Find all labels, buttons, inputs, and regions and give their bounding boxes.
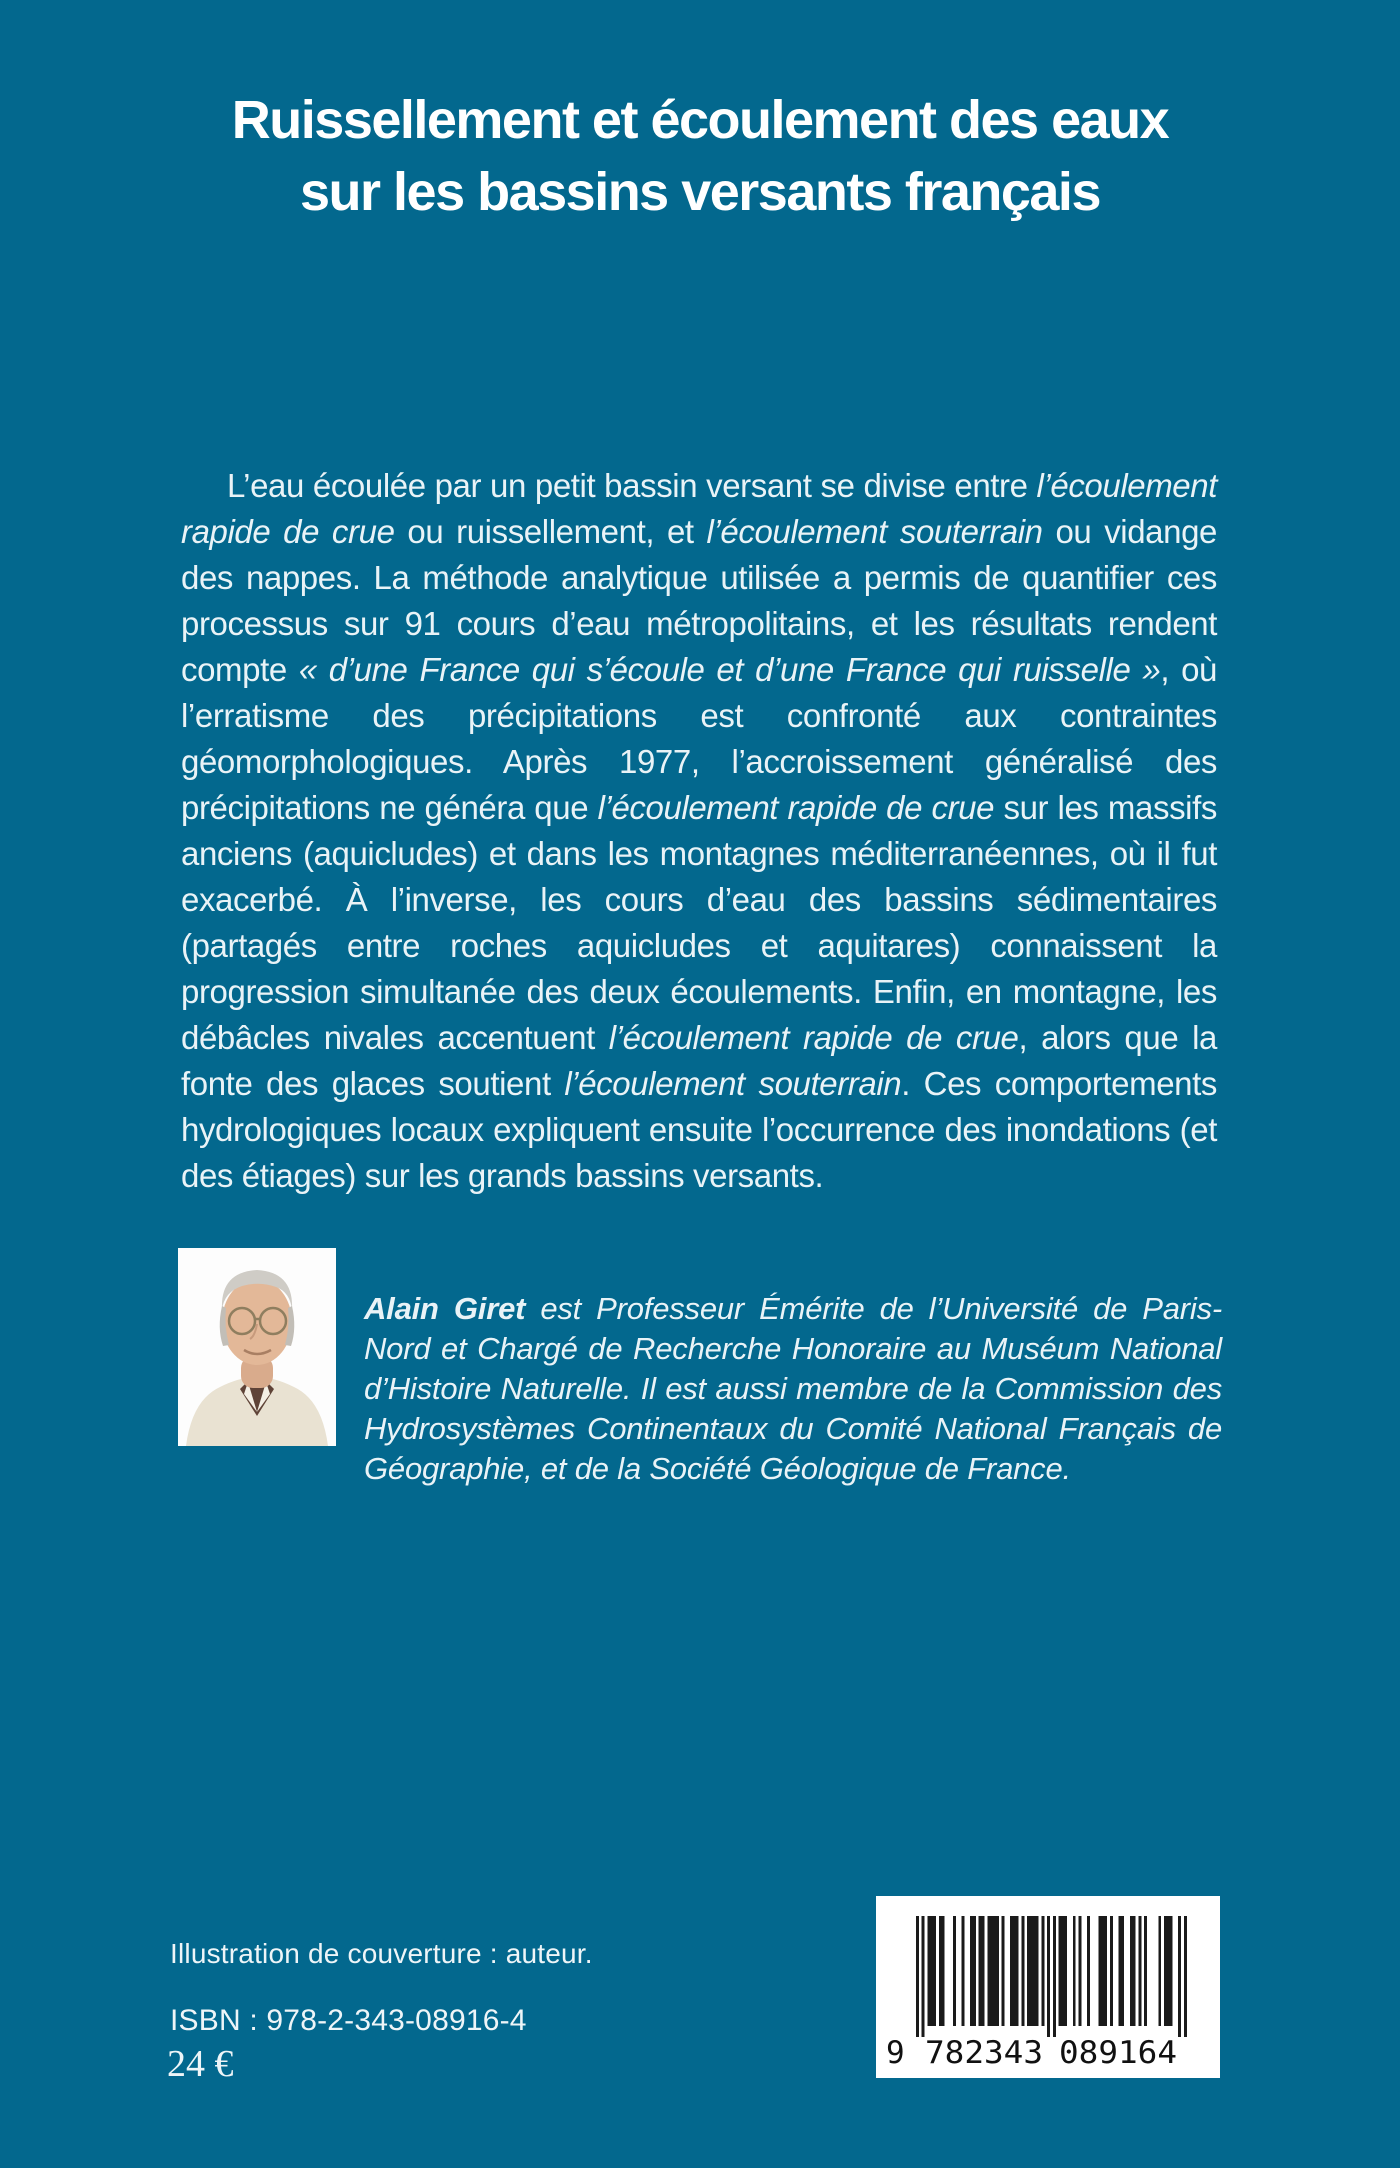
synopsis-segment: l’écoulement souterrain (564, 1065, 902, 1102)
synopsis-segment: « d’une France qui s’écoule et d’une France qui ruisselle » (298, 651, 1161, 688)
synopsis-segment: ou vidange des nappes. La méthode analytique utilisée a permis de quantifier ces processus sur 91 cours d’eau métropolitains, et les résultats rendent compte (181, 513, 1217, 688)
synopsis-segment: L’eau écoulée par un petit bassin versant se divise entre (227, 467, 1037, 504)
isbn-text: ISBN : 978-2-343-08916-4 (170, 2004, 527, 2037)
ean13-barcode (876, 1896, 1220, 2078)
synopsis-segment: , alors que la fonte des glaces soutient (181, 1019, 1217, 1102)
author-portrait-illustration (178, 1248, 336, 1446)
barcode-digits-left: 782343 (925, 2035, 1043, 2071)
synopsis-segment: ou ruissellement, et (394, 513, 707, 550)
synopsis-segment: l’écoulement rapide de crue (181, 467, 1217, 550)
synopsis-segment: l’écoulement rapide de crue (608, 1019, 1019, 1056)
author-section (178, 1248, 1224, 1520)
author-bio-text (364, 1279, 1222, 1489)
author-photo (178, 1248, 336, 1446)
book-title-line-1: Ruissellement et écoulement des eaux (231, 90, 1169, 150)
synopsis-segment: l’écoulement rapide de crue (597, 789, 995, 826)
synopsis-paragraph (181, 463, 1217, 1199)
synopsis-segment: l’écoulement souterrain (706, 513, 1043, 550)
book-title (0, 84, 1400, 228)
synopsis-segment: , où l’erratisme des précipitations est confronté aux contraintes géomorphologiques. Après 1977, l’accroissement généralisé des précipitations ne généra que (181, 651, 1217, 826)
author-name: Alain Giret (364, 1291, 526, 1326)
barcode-digit-lead: 9 (886, 2035, 905, 2071)
price-text: 24 € (167, 2043, 234, 2085)
barcode-digits-right: 089164 (1059, 2035, 1177, 2071)
cover-credit: Illustration de couverture : auteur. (170, 1938, 593, 1969)
barcode-box (876, 1896, 1220, 2078)
synopsis-segment: . Ces comportements hydrologiques locaux expliquent ensuite l’occurrence des inondations (et des étiages) sur les grands bassins versants. (181, 1065, 1218, 1194)
synopsis-segment: sur les massifs anciens (aquicludes) et dans les montagnes méditerranéennes, où il fut exacerbé. À l’inverse, les cours d’eau des bassins sédimentaires (partagés entre roches aquicludes et aquitares) connaissent la progression simultanée des deux écoulements. Enfin, en montagne, les débâcles nivales accentuent (181, 789, 1217, 1056)
bio-segment: est Professeur Émérite de l’Université de Paris-Nord et Chargé de Recherche Honoraire au Muséum National d’Histoire Naturelle. Il est aussi membre de la Commission des Hydrosystèmes Continentaux du Comité National Français de Géographie, et de la Société Géologique de France. (364, 1291, 1222, 1486)
book-title-line-2: sur les bassins versants français (300, 162, 1100, 222)
